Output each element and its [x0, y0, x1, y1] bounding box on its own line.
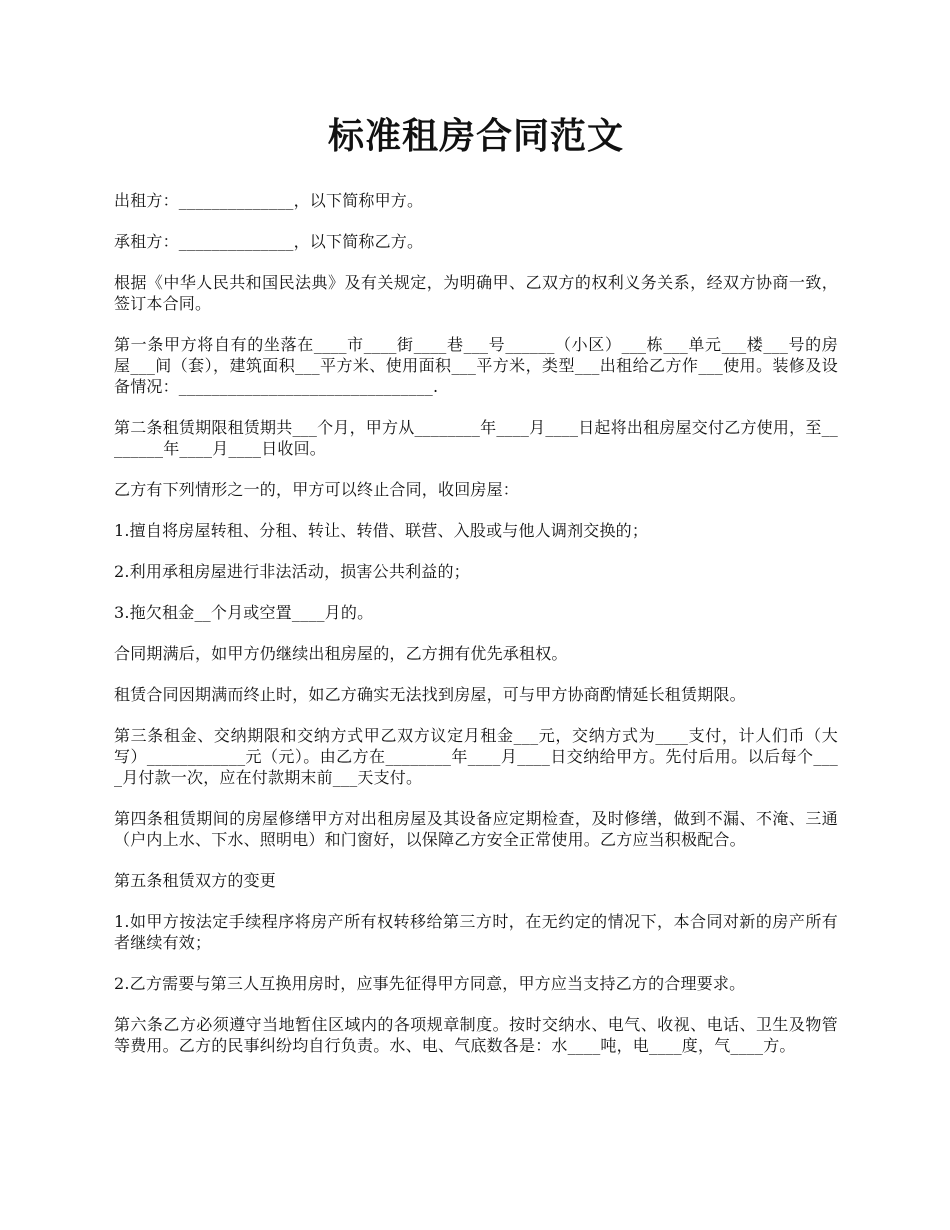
paragraph-article-5: 第五条租赁双方的变更	[114, 871, 277, 890]
paragraph-termination-item-1: 1.擅自将房屋转租、分租、转让、转借、联营、入股或与他人调剂交换的；	[114, 521, 649, 540]
paragraph-article-3: 第三条租金、交纳期限和交纳方式甲乙双方议定月租金___元，交纳方式为____支付，计人们币（大写）____________元（元）。由乙方在________年____月____日交纳给甲方。先付后用。以后每个____月付款一次，应在付款期末前___天支付。	[114, 726, 838, 787]
paragraph-termination-item-2: 2.利用承租房屋进行非法活动，损害公共利益的；	[114, 562, 470, 581]
paragraph-renewal-extension: 租赁合同因期满而终止时，如乙方确实无法找到房屋，可与甲方协商酌情延长租赁期限。	[114, 685, 746, 704]
paragraph-article-6: 第六条乙方必须遵守当地暂住区域内的各项规章制度。按时交纳水、电气、收视、电话、卫生及物管等费用。乙方的民事纠纷均自行负责。水、电、气底数各是：水____吨，电____度，气____方。	[114, 1015, 838, 1055]
paragraph-article-1: 第一条甲方将自有的坐落在____市____街____巷___号______（小区）___栋___单元___楼___号的房屋___间（套），建筑面积___平方米、使用面积___平方米，类型___出租给乙方作___使用。装修及设备情况：_______________________________.	[114, 335, 838, 396]
paragraph-termination-intro: 乙方有下列情形之一的，甲方可以终止合同，收回房屋：	[114, 480, 520, 499]
paragraph-termination-item-3: 3.拖欠租金__个月或空置____月的。	[114, 603, 374, 622]
paragraph-article-5-item-2: 2.乙方需要与第三人互换用房时，应事先征得甲方同意，甲方应当支持乙方的合理要求。	[114, 974, 746, 993]
paragraph-renewal-priority: 合同期满后，如甲方仍继续出租房屋的，乙方拥有优先承租权。	[114, 644, 568, 663]
paragraph-lessee: 承租方：______________，以下简称乙方。	[114, 232, 424, 251]
paragraph-article-2: 第二条租赁期限租赁期共___个月，甲方从________年____月____日起将出租房屋交付乙方使用，至________年____月____日收回。	[114, 418, 838, 458]
document-body	[114, 190, 838, 1056]
paragraph-article-5-item-1: 1.如甲方按法定手续程序将房产所有权转移给第三方时，在无约定的情况下，本合同对新的房产所有者继续有效；	[114, 912, 838, 952]
paragraph-preamble: 根据《中华人民共和国民法典》及有关规定，为明确甲、乙双方的权利义务关系，经双方协商一致，签订本合同。	[114, 273, 838, 313]
paragraph-article-4: 第四条租赁期间的房屋修缮甲方对出租房屋及其设备应定期检查，及时修缮，做到不漏、不淹、三通（户内上水、下水、照明电）和门窗好，以保障乙方安全正常使用。乙方应当积极配合。	[114, 809, 838, 849]
document-title: 标准租房合同范文	[327, 115, 624, 157]
paragraph-lessor: 出租方：______________，以下简称甲方。	[114, 191, 424, 210]
